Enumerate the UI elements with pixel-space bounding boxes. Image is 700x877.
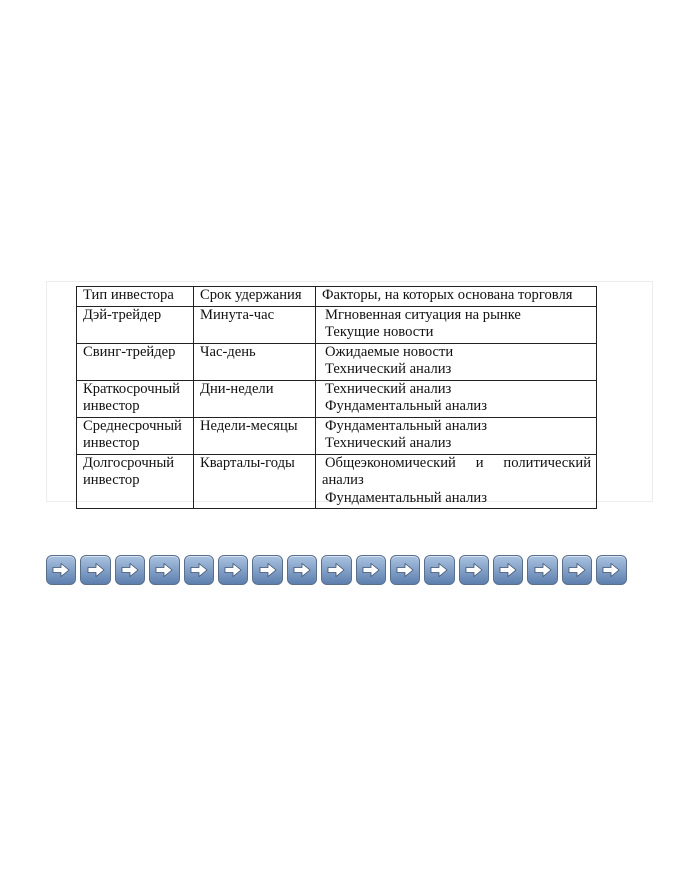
right-arrow-icon <box>464 562 484 578</box>
trading-factors-cell <box>316 454 597 509</box>
investor-type-text: Среднесрочный <box>83 417 182 434</box>
investor-type-text: инвестор <box>83 472 140 488</box>
trading-factors-cell <box>316 380 597 417</box>
factor-line: Фундаментальный анализ <box>325 417 487 434</box>
holding-period-cell: Дни-недели <box>194 380 316 417</box>
table-row <box>77 417 597 454</box>
arrow-button[interactable] <box>596 555 626 585</box>
investor-type-cell <box>77 380 194 417</box>
trading-factors-cell <box>316 343 597 380</box>
arrow-button[interactable] <box>218 555 248 585</box>
arrow-button[interactable] <box>493 555 523 585</box>
holding-period-cell: Минута-час <box>194 306 316 343</box>
right-arrow-icon <box>601 562 621 578</box>
investor-type-text: инвестор <box>83 398 140 414</box>
arrow-button[interactable] <box>321 555 351 585</box>
right-arrow-icon <box>292 562 312 578</box>
right-arrow-icon <box>429 562 449 578</box>
factor-line: анализ <box>322 472 364 488</box>
right-arrow-icon <box>120 562 140 578</box>
investor-type-text: Долгосрочный <box>83 454 175 471</box>
trading-factors-cell <box>316 306 597 343</box>
trading-factors-cell <box>316 417 597 454</box>
factor-line: Технический анализ <box>325 435 452 451</box>
factor-line: Технический анализ <box>325 361 452 377</box>
right-arrow-icon <box>86 562 106 578</box>
factor-line: Фундаментальный анализ <box>325 398 487 414</box>
right-arrow-icon <box>395 562 415 578</box>
right-arrow-icon <box>326 562 346 578</box>
arrow-button[interactable] <box>527 555 557 585</box>
table-header-row <box>77 287 597 307</box>
holding-period-cell: Недели-месяцы <box>194 417 316 454</box>
header-investor-type: Тип инвестора <box>77 287 194 307</box>
arrow-button[interactable] <box>287 555 317 585</box>
investor-type-text: инвестор <box>83 435 140 451</box>
arrow-button[interactable] <box>459 555 489 585</box>
right-arrow-icon <box>223 562 243 578</box>
arrow-button[interactable] <box>356 555 386 585</box>
factor-line: Ожидаемые новости <box>325 343 454 360</box>
right-arrow-icon <box>567 562 587 578</box>
right-arrow-icon <box>533 562 553 578</box>
investor-type-text: Свинг-трейдер <box>83 343 176 360</box>
factor-line: Текущие новости <box>325 324 434 340</box>
right-arrow-icon <box>361 562 381 578</box>
right-arrow-icon <box>189 562 209 578</box>
header-holding-period: Срок удержания <box>194 287 316 307</box>
arrow-button[interactable] <box>562 555 592 585</box>
investor-type-text: Дэй-трейдер <box>83 306 162 323</box>
investor-type-cell <box>77 454 194 509</box>
right-arrow-icon <box>51 562 71 578</box>
investor-type-cell <box>77 417 194 454</box>
table-row <box>77 454 597 509</box>
table-row <box>77 306 597 343</box>
arrow-button[interactable] <box>252 555 282 585</box>
factor-line: Фундаментальный анализ <box>325 489 487 506</box>
arrow-button-bar <box>46 555 636 587</box>
arrow-button[interactable] <box>149 555 179 585</box>
right-arrow-icon <box>498 562 518 578</box>
arrow-button[interactable] <box>115 555 145 585</box>
arrow-button[interactable] <box>46 555 76 585</box>
factor-line: Мгновенная ситуация на рынке <box>325 306 521 323</box>
arrow-button[interactable] <box>184 555 214 585</box>
arrow-button[interactable] <box>424 555 454 585</box>
factor-line: Технический анализ <box>325 380 452 397</box>
header-trading-factors: Факторы, на которых основана торговля <box>316 287 597 307</box>
holding-period-cell: Час-день <box>194 343 316 380</box>
table-row <box>77 380 597 417</box>
arrow-button[interactable] <box>80 555 110 585</box>
investor-type-cell <box>77 343 194 380</box>
right-arrow-icon <box>258 562 278 578</box>
investor-table <box>76 286 597 509</box>
holding-period-cell: Кварталы-годы <box>194 454 316 509</box>
investor-type-cell <box>77 306 194 343</box>
arrow-button[interactable] <box>390 555 420 585</box>
right-arrow-icon <box>154 562 174 578</box>
factor-line: Общеэкономический и политический <box>325 454 591 471</box>
table-row <box>77 343 597 380</box>
investor-type-text: Краткосрочный <box>83 380 180 397</box>
